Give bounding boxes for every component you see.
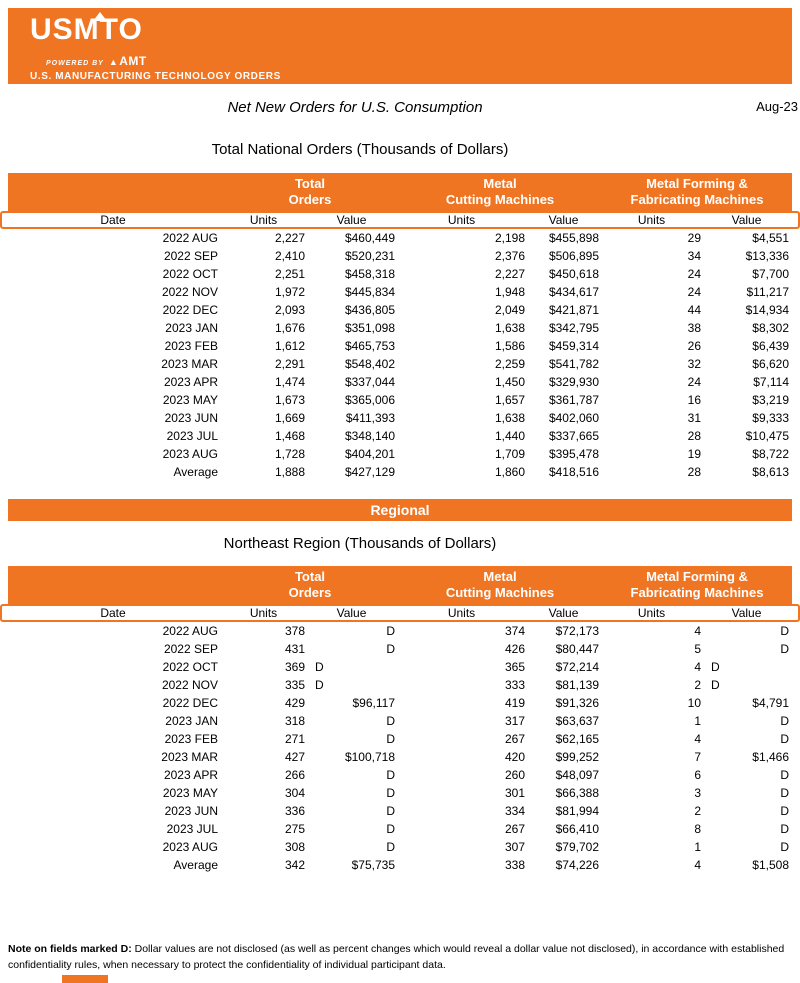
units-cell: 19 [687, 447, 701, 461]
value-cell: $4,551 [752, 231, 789, 245]
northeast-region-table [8, 566, 792, 874]
group-metal-cutting [398, 569, 602, 604]
report-period: Aug-23 [756, 99, 798, 114]
value-cell: $427,129 [344, 465, 395, 479]
table-row [8, 373, 792, 391]
units-cell: 1,450 [494, 375, 525, 389]
value-cell: $96,117 [352, 696, 395, 710]
value-cell: $62,165 [555, 732, 599, 746]
value-cell: $3,219 [752, 393, 789, 407]
units-cell: 1,638 [494, 321, 525, 335]
date-cell: 2022 OCT [162, 267, 218, 281]
col-header-units: Units [249, 606, 278, 620]
value-cell: $79,702 [555, 840, 599, 854]
units-cell: 420 [504, 750, 525, 764]
value-cell: D [780, 786, 789, 800]
logo-arrow-icon [93, 12, 107, 21]
national-table-heading: Total National Orders (Thousands of Dollars) [211, 141, 509, 158]
date-cell: 2022 AUG [162, 231, 218, 245]
value-cell: D [711, 660, 720, 674]
units-cell: 10 [687, 696, 701, 710]
date-cell: Average [173, 465, 218, 479]
units-cell: 32 [687, 357, 701, 371]
value-cell: $9,333 [752, 411, 789, 425]
regional-banner: Regional [8, 499, 792, 521]
date-cell: 2023 JAN [165, 714, 218, 728]
value-cell: D [386, 786, 395, 800]
units-cell: 2,093 [274, 303, 305, 317]
value-cell: $72,173 [555, 624, 599, 638]
units-cell: 28 [687, 429, 701, 443]
value-cell: D [780, 822, 789, 836]
table-row [8, 658, 792, 676]
col-header-units: Units [249, 213, 278, 227]
units-cell: 2 [694, 678, 701, 692]
table-row [8, 409, 792, 427]
value-cell: $81,139 [555, 678, 599, 692]
units-cell: 1,709 [494, 447, 525, 461]
group-total-orders [222, 176, 398, 211]
units-cell: 24 [687, 285, 701, 299]
column-header-row [8, 606, 792, 620]
value-cell: $351,098 [344, 321, 395, 335]
col-header-units: Units [447, 213, 476, 227]
group-header-spacer [8, 569, 222, 604]
table-row [8, 391, 792, 409]
units-cell: 4 [694, 660, 701, 674]
value-cell: D [780, 732, 789, 746]
group-label-line: Metal [483, 569, 517, 584]
amt-logo-text: AMT [119, 54, 147, 68]
units-cell: 271 [284, 732, 305, 746]
units-cell: 28 [687, 465, 701, 479]
value-cell: $11,217 [746, 285, 789, 299]
table-body [8, 229, 792, 481]
units-cell: 307 [504, 840, 525, 854]
units-cell: 1,676 [274, 321, 305, 335]
value-cell: $404,201 [344, 447, 395, 461]
value-cell: $450,618 [548, 267, 599, 281]
units-cell: 2,227 [274, 231, 305, 245]
col-header-value: Value [336, 606, 367, 620]
units-cell: 374 [504, 624, 525, 638]
units-cell: 2,227 [494, 267, 525, 281]
units-cell: 1,972 [274, 285, 305, 299]
table-row [8, 229, 792, 247]
value-cell: $365,006 [344, 393, 395, 407]
table-row [8, 730, 792, 748]
value-cell: $7,114 [753, 375, 789, 389]
value-cell: $48,097 [555, 768, 599, 782]
group-label-line: Cutting Machines [445, 585, 555, 600]
col-header-value: Value [336, 213, 367, 227]
amt-logo [109, 54, 147, 68]
value-cell: D [386, 768, 395, 782]
group-label-line: Metal [483, 176, 517, 191]
units-cell: 31 [687, 411, 701, 425]
units-cell: 267 [504, 732, 525, 746]
date-cell: 2022 OCT [162, 660, 218, 674]
units-cell: 2,376 [494, 249, 525, 263]
units-cell: 378 [284, 624, 305, 638]
column-header-strip [0, 211, 800, 229]
table-row [8, 283, 792, 301]
table-row [8, 427, 792, 445]
value-cell: $455,898 [548, 231, 599, 245]
column-header-row [8, 213, 792, 227]
units-cell: 336 [284, 804, 305, 818]
value-cell: $6,439 [752, 339, 789, 353]
footnote-lead: Note on fields marked D: [8, 943, 132, 955]
date-cell: 2022 AUG [162, 624, 218, 638]
units-cell: 317 [504, 714, 525, 728]
value-cell: D [711, 678, 720, 692]
value-cell: $418,516 [548, 465, 599, 479]
value-cell: $99,252 [555, 750, 599, 764]
value-cell: D [780, 624, 789, 638]
units-cell: 2,291 [274, 357, 305, 371]
confidentiality-footnote [8, 942, 790, 973]
value-cell: $66,388 [555, 786, 599, 800]
units-cell: 3 [694, 786, 701, 800]
units-cell: 2,251 [274, 267, 305, 281]
units-cell: 301 [504, 786, 525, 800]
date-cell: 2023 MAR [161, 750, 218, 764]
units-cell: 1,888 [274, 465, 305, 479]
value-cell: $8,613 [752, 465, 789, 479]
table-row [8, 784, 792, 802]
group-label-line: Fabricating Machines [630, 585, 764, 600]
units-cell: 338 [504, 858, 525, 872]
table-row [8, 838, 792, 856]
units-cell: 44 [687, 303, 701, 317]
group-label-line: Orders [288, 192, 332, 207]
value-cell: $445,834 [344, 285, 395, 299]
value-cell: $81,994 [555, 804, 599, 818]
table-row [8, 820, 792, 838]
units-cell: 2 [694, 804, 701, 818]
group-label-line: Total [294, 176, 326, 191]
units-cell: 304 [284, 786, 305, 800]
col-header-units: Units [637, 213, 666, 227]
value-cell: D [315, 678, 324, 692]
powered-by-label: POWERED BY [46, 60, 104, 67]
date-cell: 2023 APR [163, 375, 218, 389]
units-cell: 318 [284, 714, 305, 728]
group-label-line: Metal Forming & [646, 176, 748, 191]
value-cell: D [386, 624, 395, 638]
units-cell: 2,049 [494, 303, 525, 317]
units-cell: 8 [694, 822, 701, 836]
value-cell: $6,620 [752, 357, 789, 371]
units-cell: 365 [504, 660, 525, 674]
units-cell: 427 [284, 750, 305, 764]
units-cell: 7 [694, 750, 701, 764]
next-page-header-stub [62, 975, 108, 983]
powered-by [46, 54, 147, 68]
value-cell: $7,700 [752, 267, 789, 281]
value-cell: D [386, 840, 395, 854]
date-cell: 2022 DEC [162, 303, 218, 317]
units-cell: 24 [687, 375, 701, 389]
value-cell: $66,410 [555, 822, 599, 836]
group-label-line: Fabricating Machines [630, 192, 764, 207]
table-row [8, 247, 792, 265]
units-cell: 1,728 [274, 447, 305, 461]
units-cell: 34 [687, 249, 701, 263]
units-cell: 1,669 [274, 411, 305, 425]
value-cell: $411,393 [345, 411, 395, 425]
units-cell: 1,673 [274, 393, 305, 407]
units-cell: 2,198 [494, 231, 525, 245]
report-title: Net New Orders for U.S. Consumption [227, 99, 483, 116]
table-row [8, 265, 792, 283]
units-cell: 26 [687, 339, 701, 353]
brand-tagline: U.S. MANUFACTURING TECHNOLOGY ORDERS [30, 71, 281, 82]
value-cell: $91,326 [555, 696, 599, 710]
group-header-spacer [8, 176, 222, 211]
table-row [8, 676, 792, 694]
units-cell: 275 [284, 822, 305, 836]
value-cell: D [780, 840, 789, 854]
value-cell: D [386, 804, 395, 818]
value-cell: D [386, 732, 395, 746]
col-header-units: Units [447, 606, 476, 620]
col-header-value: Value [548, 213, 579, 227]
date-cell: 2023 MAR [161, 357, 218, 371]
value-cell: D [386, 714, 395, 728]
value-cell: $1,466 [752, 750, 789, 764]
column-header-strip [0, 604, 800, 622]
table-row [8, 622, 792, 640]
value-cell: $63,637 [555, 714, 599, 728]
value-cell: $337,044 [344, 375, 395, 389]
value-cell: D [780, 804, 789, 818]
date-cell: 2023 AUG [162, 840, 218, 854]
table-group-header [8, 566, 792, 604]
units-cell: 426 [504, 642, 525, 656]
value-cell: $465,753 [344, 339, 395, 353]
value-cell: $337,665 [548, 429, 599, 443]
col-header-date: Date [100, 213, 126, 227]
units-cell: 419 [504, 696, 525, 710]
units-cell: 1,440 [494, 429, 525, 443]
value-cell: $13,336 [745, 249, 789, 263]
value-cell: $421,871 [548, 303, 599, 317]
table-body [8, 622, 792, 874]
date-cell: 2023 JUN [164, 411, 218, 425]
units-cell: 1,474 [274, 375, 305, 389]
value-cell: $74,226 [555, 858, 599, 872]
date-cell: 2022 SEP [163, 642, 218, 656]
date-cell: 2022 NOV [161, 285, 218, 299]
units-cell: 260 [504, 768, 525, 782]
table-row [8, 748, 792, 766]
value-cell: $80,447 [555, 642, 599, 656]
value-cell: $8,302 [752, 321, 789, 335]
units-cell: 308 [284, 840, 305, 854]
units-cell: 342 [284, 858, 305, 872]
col-header-value: Value [548, 606, 579, 620]
units-cell: 24 [687, 267, 701, 281]
col-header-value: Value [731, 606, 762, 620]
group-metal-forming [602, 569, 792, 604]
date-cell: 2023 AUG [162, 447, 218, 461]
group-total-orders [222, 569, 398, 604]
value-cell: $460,449 [344, 231, 395, 245]
col-header-value: Value [731, 213, 762, 227]
date-cell: 2023 FEB [164, 732, 218, 746]
usmto-logo-text: USMTO [30, 13, 143, 46]
value-cell: D [780, 714, 789, 728]
value-cell: $506,895 [548, 249, 599, 263]
units-cell: 2,410 [274, 249, 305, 263]
units-cell: 6 [694, 768, 701, 782]
value-cell: $14,934 [745, 303, 789, 317]
value-cell: D [315, 660, 324, 674]
brand-header [8, 8, 792, 84]
units-cell: 4 [694, 732, 701, 746]
col-header-units: Units [637, 606, 666, 620]
value-cell: $348,140 [344, 429, 395, 443]
date-cell: 2023 JUL [166, 822, 218, 836]
northeast-table-heading: Northeast Region (Thousands of Dollars) [223, 535, 497, 552]
col-header-date: Date [100, 606, 126, 620]
units-cell: 5 [694, 642, 701, 656]
units-cell: 1,586 [494, 339, 525, 353]
amt-triangle-icon: ▲ [108, 57, 119, 67]
units-cell: 267 [504, 822, 525, 836]
value-cell: $402,060 [548, 411, 599, 425]
date-cell: 2023 MAY [162, 393, 218, 407]
value-cell: $548,402 [344, 357, 395, 371]
units-cell: 1,948 [494, 285, 525, 299]
value-cell: D [386, 642, 395, 656]
table-row [8, 319, 792, 337]
table-row [8, 445, 792, 463]
national-orders-table [8, 173, 792, 481]
value-cell: $75,735 [351, 858, 395, 872]
value-cell: D [386, 822, 395, 836]
value-cell: $434,617 [548, 285, 599, 299]
value-cell: $10,475 [745, 429, 789, 443]
units-cell: 335 [284, 678, 305, 692]
units-cell: 334 [504, 804, 525, 818]
units-cell: 431 [284, 642, 305, 656]
value-cell: $100,718 [344, 750, 395, 764]
value-cell: $72,214 [555, 660, 599, 674]
date-cell: 2023 FEB [164, 339, 218, 353]
units-cell: 29 [687, 231, 701, 245]
group-metal-forming [602, 176, 792, 211]
value-cell: $520,231 [344, 249, 395, 263]
value-cell: $8,722 [752, 447, 789, 461]
value-cell: $458,318 [344, 267, 395, 281]
date-cell: 2022 DEC [162, 696, 218, 710]
table-row [8, 337, 792, 355]
table-row [8, 856, 792, 874]
value-cell: $342,795 [548, 321, 599, 335]
value-cell: $436,805 [344, 303, 395, 317]
value-cell: D [780, 768, 789, 782]
date-cell: 2022 SEP [163, 249, 218, 263]
table-group-header [8, 173, 792, 211]
units-cell: 4 [694, 858, 701, 872]
date-cell: 2023 JUN [164, 804, 218, 818]
units-cell: 4 [694, 624, 701, 638]
units-cell: 1,860 [494, 465, 525, 479]
table-row [8, 802, 792, 820]
units-cell: 38 [687, 321, 701, 335]
table-row [8, 694, 792, 712]
table-row [8, 712, 792, 730]
units-cell: 16 [687, 393, 701, 407]
units-cell: 369 [284, 660, 305, 674]
units-cell: 1,468 [274, 429, 305, 443]
group-label-line: Cutting Machines [445, 192, 555, 207]
units-cell: 266 [284, 768, 305, 782]
table-row [8, 766, 792, 784]
footnote-text: Dollar values are not disclosed (as well as percent changes which would reveal a dollar value not disclosed), in accordance with established confidentiality rules, when necessary to protect the confidentiality of individual participant data. [8, 943, 785, 971]
value-cell: $329,930 [548, 375, 599, 389]
group-label-line: Orders [288, 585, 332, 600]
value-cell: $541,782 [548, 357, 599, 371]
units-cell: 1,612 [274, 339, 305, 353]
date-cell: 2023 APR [163, 768, 218, 782]
value-cell: $4,791 [752, 696, 789, 710]
units-cell: 1 [694, 714, 701, 728]
date-cell: 2023 JAN [165, 321, 218, 335]
table-row [8, 463, 792, 481]
group-metal-cutting [398, 176, 602, 211]
table-row [8, 355, 792, 373]
value-cell: $395,478 [548, 447, 599, 461]
units-cell: 1 [694, 840, 701, 854]
units-cell: 1,638 [494, 411, 525, 425]
value-cell: D [780, 642, 789, 656]
date-cell: 2022 NOV [161, 678, 218, 692]
units-cell: 2,259 [494, 357, 525, 371]
usmto-logo [30, 15, 143, 45]
group-label-line: Total [294, 569, 326, 584]
date-cell: 2023 MAY [162, 786, 218, 800]
table-row [8, 640, 792, 658]
units-cell: 333 [504, 678, 525, 692]
date-cell: 2023 JUL [166, 429, 218, 443]
units-cell: 1,657 [494, 393, 525, 407]
date-cell: Average [173, 858, 218, 872]
group-label-line: Metal Forming & [646, 569, 748, 584]
value-cell: $361,787 [548, 393, 599, 407]
table-row [8, 301, 792, 319]
value-cell: $459,314 [548, 339, 599, 353]
units-cell: 429 [284, 696, 305, 710]
value-cell: $1,508 [752, 858, 789, 872]
